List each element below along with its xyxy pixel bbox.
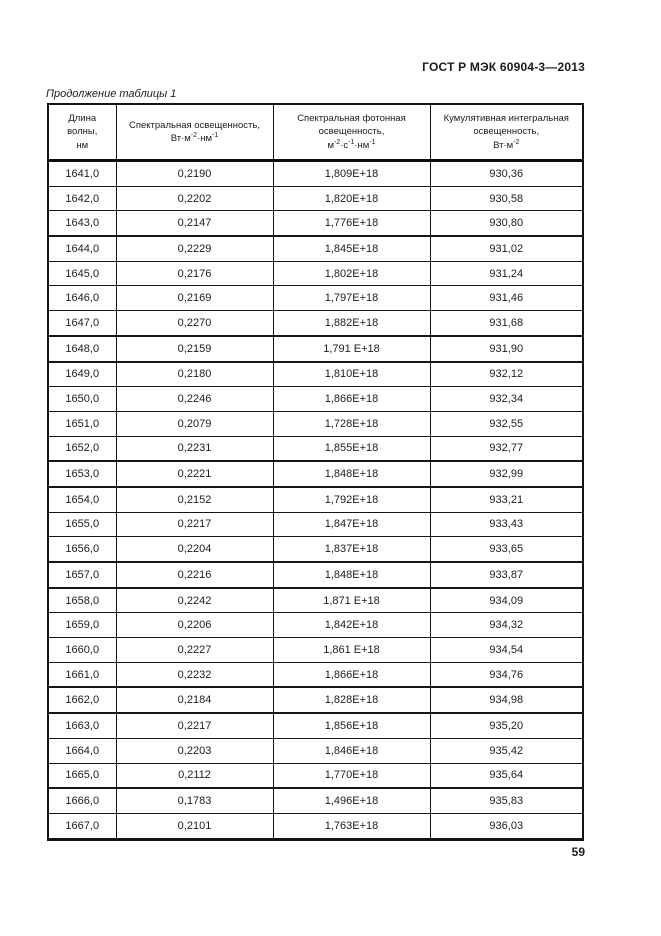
column-header-spectral-irradiance: Спектральная освещенность, $Вт\cdot м^{-2}\cdot нм^{-1}$ [116,104,273,161]
table-cell-spectral-photon-irradiance: 1,842E+18 [273,613,430,638]
table-cell-cumulative-integral-irradiance: 932,34 [430,387,583,412]
table-cell-spectral-irradiance: 0,2152 [116,487,273,512]
table-cell-wavelength: 1642,0 [48,186,116,211]
table-cell-wavelength: 1666,0 [48,788,116,813]
table-cell-spectral-irradiance: 0,2184 [116,687,273,713]
table-row [48,236,583,261]
table-cell-spectral-irradiance: 0,2217 [116,713,273,738]
table-cell-wavelength: 1655,0 [48,512,116,537]
table-cell-wavelength: 1667,0 [48,813,116,839]
table-cell-spectral-photon-irradiance: 1,791 E+18 [273,336,430,362]
table-cell-wavelength: 1654,0 [48,487,116,512]
table-cell-spectral-photon-irradiance: 1,763E+18 [273,813,430,839]
table-cell-cumulative-integral-irradiance: 932,12 [430,362,583,387]
table-cell-spectral-photon-irradiance: 1,847E+18 [273,512,430,537]
table-cell-wavelength: 1649,0 [48,362,116,387]
table-cell-spectral-photon-irradiance: 1,837E+18 [273,537,430,562]
table-cell-wavelength: 1658,0 [48,588,116,613]
column-header-cumulative-integral-irradiance: Кумулятивная интегральная освещенность, $Вт\cdot м^{-2}$ [430,104,583,161]
table-cell-wavelength: 1665,0 [48,763,116,788]
table-cell-wavelength: 1644,0 [48,236,116,261]
table-cell-spectral-photon-irradiance: 1,810E+18 [273,362,430,387]
table-cell-spectral-photon-irradiance: 1,866E+18 [273,662,430,687]
table-cell-cumulative-integral-irradiance: 930,58 [430,186,583,211]
table-row [48,411,583,436]
table-cell-cumulative-integral-irradiance: 934,76 [430,662,583,687]
table-cell-spectral-photon-irradiance: 1,496E+18 [273,788,430,813]
table-row [48,613,583,638]
table-cell-wavelength: 1647,0 [48,311,116,336]
table-head [48,104,583,161]
table-cell-cumulative-integral-irradiance: 933,21 [430,487,583,512]
table-cell-cumulative-integral-irradiance: 930,80 [430,211,583,236]
table-cell-spectral-irradiance: 0,2206 [116,613,273,638]
table-cell-spectral-photon-irradiance: 1,792E+18 [273,487,430,512]
table-row [48,763,583,788]
column-header-spectral-photon-irradiance: Спектральная фотонная освещенность, $м^{-2}\cdot с^{-1}\cdot нм^{-1}$ [273,104,430,161]
table-cell-spectral-photon-irradiance: 1,828E+18 [273,687,430,713]
table-cell-spectral-irradiance: 0,2216 [116,562,273,588]
table-cell-cumulative-integral-irradiance: 935,64 [430,763,583,788]
table-cell-wavelength: 1651,0 [48,411,116,436]
table-cell-spectral-irradiance: 0,2180 [116,362,273,387]
irradiance-table [47,103,584,841]
table-row [48,813,583,839]
table-cell-spectral-irradiance: 0,2227 [116,638,273,663]
table-cell-spectral-irradiance: 0,2147 [116,211,273,236]
table-cell-wavelength: 1650,0 [48,387,116,412]
table-cell-wavelength: 1645,0 [48,261,116,286]
table-cell-cumulative-integral-irradiance: 935,20 [430,713,583,738]
table-cell-cumulative-integral-irradiance: 934,54 [430,638,583,663]
table-cell-spectral-irradiance: 0,2202 [116,186,273,211]
table-cell-spectral-photon-irradiance: 1,770E+18 [273,763,430,788]
table-cell-spectral-irradiance: 0,2169 [116,286,273,311]
table-cell-wavelength: 1643,0 [48,211,116,236]
column-header-wavelength: Длина волны, нм [48,104,116,161]
table-header-row [48,104,583,161]
table-row [48,487,583,512]
table-cell-spectral-photon-irradiance: 1,776E+18 [273,211,430,236]
table-row [48,261,583,286]
table-cell-spectral-irradiance: 0,2159 [116,336,273,362]
table-cell-spectral-irradiance: 0,2246 [116,387,273,412]
table-row [48,788,583,813]
table-cell-spectral-photon-irradiance: 1,797E+18 [273,286,430,311]
table-cell-cumulative-integral-irradiance: 931,90 [430,336,583,362]
table-cell-cumulative-integral-irradiance: 935,42 [430,738,583,763]
table-row [48,311,583,336]
table-cell-spectral-photon-irradiance: 1,728E+18 [273,411,430,436]
table-cell-spectral-irradiance: 0,2112 [116,763,273,788]
table-cell-spectral-irradiance: 0,2203 [116,738,273,763]
table-cell-spectral-photon-irradiance: 1,845E+18 [273,236,430,261]
document-code-header: ГОСТ Р МЭК 60904-3—2013 [422,60,585,74]
table-cell-spectral-irradiance: 0,2242 [116,588,273,613]
table-cell-spectral-irradiance: 0,2229 [116,236,273,261]
table-row [48,211,583,236]
table-cell-wavelength: 1657,0 [48,562,116,588]
table-cell-cumulative-integral-irradiance: 935,83 [430,788,583,813]
table-row [48,336,583,362]
table-cell-spectral-photon-irradiance: 1,882E+18 [273,311,430,336]
table-cell-wavelength: 1653,0 [48,461,116,487]
table-row [48,161,583,187]
table-row [48,638,583,663]
table-cell-cumulative-integral-irradiance: 931,24 [430,261,583,286]
table-cell-cumulative-integral-irradiance: 934,32 [430,613,583,638]
table-cell-cumulative-integral-irradiance: 934,98 [430,687,583,713]
table-cell-spectral-irradiance: 0,2270 [116,311,273,336]
table-row [48,186,583,211]
table-cell-spectral-photon-irradiance: 1,861 E+18 [273,638,430,663]
table-cell-spectral-photon-irradiance: 1,871 E+18 [273,588,430,613]
table-cell-cumulative-integral-irradiance: 931,68 [430,311,583,336]
table-cell-spectral-irradiance: 0,2101 [116,813,273,839]
table-body [48,161,583,840]
table-cell-spectral-photon-irradiance: 1,848E+18 [273,562,430,588]
table-cell-cumulative-integral-irradiance: 936,03 [430,813,583,839]
table-cell-cumulative-integral-irradiance: 933,43 [430,512,583,537]
table-cell-cumulative-integral-irradiance: 931,02 [430,236,583,261]
table-row [48,537,583,562]
table-row [48,436,583,461]
table-cell-wavelength: 1646,0 [48,286,116,311]
table-row [48,738,583,763]
table-cell-spectral-photon-irradiance: 1,820E+18 [273,186,430,211]
table-cell-wavelength: 1663,0 [48,713,116,738]
table-cell-cumulative-integral-irradiance: 931,46 [430,286,583,311]
table-cell-wavelength: 1641,0 [65,167,100,180]
table-cell-spectral-irradiance: 0,2231 [116,436,273,461]
table-row [48,562,583,588]
table-row [48,387,583,412]
table-cell-wavelength: 1656,0 [48,537,116,562]
table-cell-spectral-irradiance: 0,2204 [116,537,273,562]
table-cell-wavelength: 1661,0 [48,662,116,687]
table-cell-cumulative-integral-irradiance: 932,99 [430,461,583,487]
table-row [48,588,583,613]
table-cell-spectral-irradiance: 0,2232 [116,662,273,687]
table-cell-spectral-photon-irradiance: 1,855E+18 [273,436,430,461]
table-cell-spectral-irradiance: 0,2176 [116,261,273,286]
table-cell-spectral-photon-irradiance: 1,846E+18 [273,738,430,763]
table-row [48,662,583,687]
table-row [48,687,583,713]
table-cell-spectral-irradiance: 0,1783 [116,788,273,813]
table-cell-cumulative-integral-irradiance: 932,55 [430,411,583,436]
table-row [48,461,583,487]
table-cell-spectral-photon-irradiance: 1,848E+18 [273,461,430,487]
table-cell-spectral-photon-irradiance: 1,802E+18 [273,261,430,286]
table-cell-spectral-irradiance: 0,2217 [116,512,273,537]
table-cell-spectral-irradiance: 0,2079 [116,411,273,436]
table-row [48,512,583,537]
page-number: 59 [571,845,585,859]
table-cell-wavelength: 1662,0 [48,687,116,713]
table-cell-cumulative-integral-irradiance: 932,77 [430,436,583,461]
table-cell-spectral-photon-irradiance: 1,809E+18 [273,161,430,187]
table-cell-spectral-irradiance: 0,2221 [116,461,273,487]
table-cell-wavelength: 1660,0 [48,638,116,663]
table-row [48,362,583,387]
table-cell-wavelength: 1652,0 [48,436,116,461]
table-cell-cumulative-integral-irradiance: 930,36 [430,161,583,187]
table-cell-wavelength: 1648,0 [48,336,116,362]
table-cell-spectral-photon-irradiance: 1,866E+18 [273,387,430,412]
table-cell-spectral-irradiance: 0,2190 [116,161,273,187]
table-cell-cumulative-integral-irradiance: 933,87 [430,562,583,588]
table-caption: Продолжение таблицы 1 [46,88,177,100]
table-cell-cumulative-integral-irradiance: 933,65 [430,537,583,562]
table-row [48,286,583,311]
table-cell-cumulative-integral-irradiance: 934,09 [430,588,583,613]
table-cell-wavelength: 1659,0 [48,613,116,638]
table-row [48,713,583,738]
table-cell-spectral-photon-irradiance: 1,856E+18 [273,713,430,738]
table-cell-wavelength: 1664,0 [48,738,116,763]
